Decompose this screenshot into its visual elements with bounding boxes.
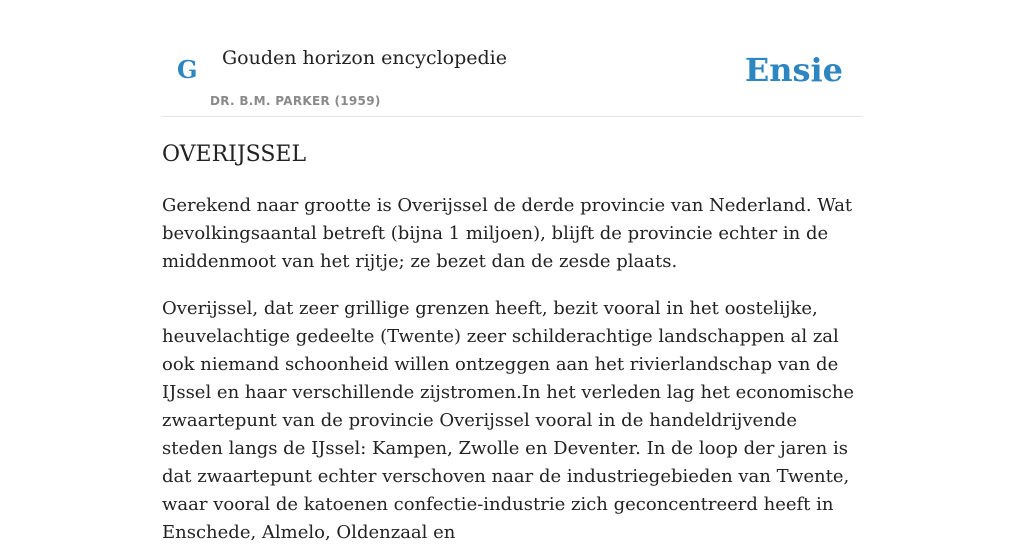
ensie-logo-link[interactable]: Ensie <box>744 51 843 89</box>
book-author: DR. B.M. PARKER (1959) <box>210 94 381 108</box>
entry-title: OVERIJSSEL <box>162 142 307 167</box>
article <box>162 140 862 547</box>
entry-paragraph-2: Overijssel, dat zeer grillige grenzen heeft, bezit vooral in het oostelijke, heuvelachtige gedeelte (Twente) zeer schilderachtige landschappen al zal ook niemand schoonheid willen ontzeggen aan het rivierlandschap van de IJssel en haar verschillende zijstromen.In het verleden lag het economische zwaartepunt van de provincie Overijssel vooral in de handeldrijvende steden langs de IJssel: Kampen, Zwolle en Deventer. In de loop der jaren is dat zwaartepunt echter verschoven naar de industriegebieden van Twente, waar vooral de katoenen confectie-industrie zich geconcentreerd heeft in Enschede, Almelo, Oldenzaal en <box>162 298 855 543</box>
book-logo-link[interactable]: G <box>177 55 198 84</box>
entry-paragraph-1: Gerekend naar grootte is Overijssel de derde provincie van Nederland. Wat bevolkingsaantal betreft (bijna 1 miljoen), blijft de provincie echter in de middenmoot van het rijtje; ze bezet dan de zesde plaats. <box>162 195 853 272</box>
header <box>162 0 862 117</box>
book-title[interactable]: Gouden horizon encyclopedie <box>222 47 507 69</box>
